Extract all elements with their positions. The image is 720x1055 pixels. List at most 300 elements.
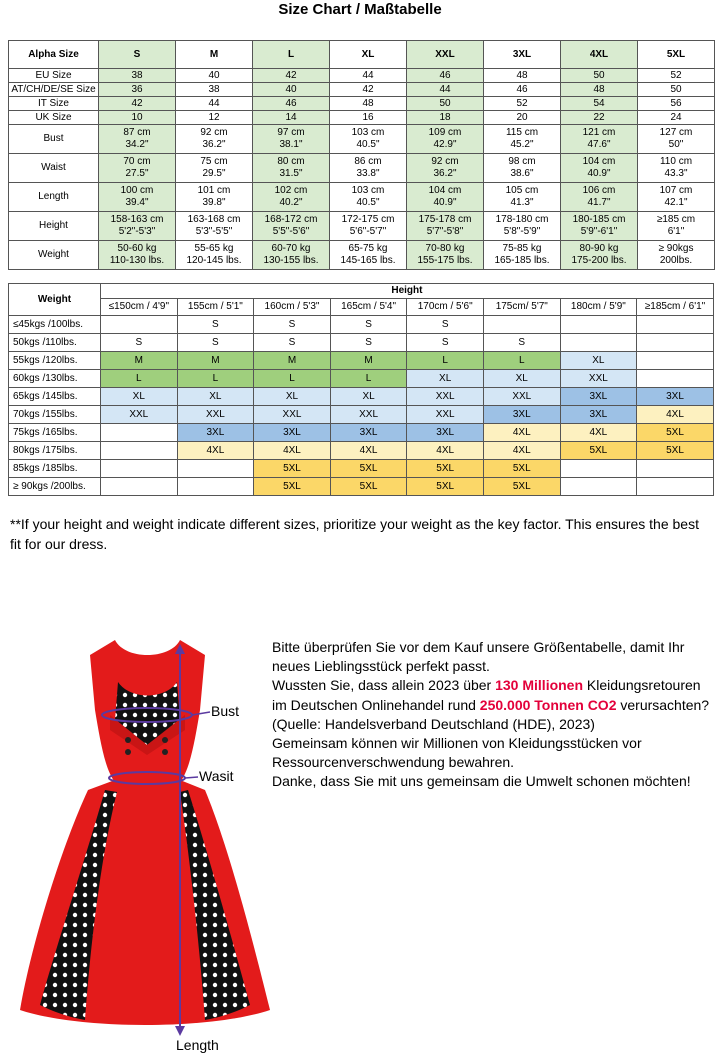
size-cell-value-imperial: 50" — [668, 139, 684, 150]
fit-cell — [637, 370, 714, 388]
weight-row-label: 75kgs /165lbs. — [9, 424, 101, 442]
size-cell — [99, 212, 176, 241]
size-cell — [407, 83, 484, 97]
fit-row — [9, 334, 714, 352]
size-row — [9, 111, 715, 125]
size-cell — [330, 183, 407, 212]
fit-cell: L — [254, 370, 331, 388]
size-cell-value-imperial: 5'3"-5'5" — [195, 226, 233, 237]
size-cell — [484, 241, 561, 270]
size-cell-value: 42 — [362, 83, 374, 95]
size-cell — [561, 183, 638, 212]
fit-cell: S — [177, 316, 254, 334]
size-cell-value: 107 cm — [659, 185, 693, 196]
size-cell — [253, 83, 330, 97]
info-text — [272, 638, 717, 792]
size-row-label: UK Size — [9, 111, 99, 125]
fit-cell — [637, 352, 714, 370]
size-cell-value-imperial: 27.5" — [125, 168, 149, 179]
size-cell-value-imperial: 39.8" — [202, 197, 226, 208]
fit-cell — [560, 478, 637, 496]
size-row — [9, 83, 715, 97]
size-cell-value: 46 — [516, 83, 528, 95]
size-cell-value: 75 cm — [200, 156, 228, 167]
size-cell-value: ≥185 cm — [656, 214, 696, 225]
size-cell — [330, 69, 407, 83]
size-cell-value: 104 cm — [428, 185, 462, 196]
size-cell — [638, 97, 715, 111]
size-cell — [561, 154, 638, 183]
size-cell — [638, 241, 715, 270]
size-cell-value-imperial: 45.2" — [510, 139, 534, 150]
weight-row-label: ≤45kgs /100lbs. — [9, 316, 101, 334]
size-cell-value: 60-70 kg — [271, 243, 311, 254]
size-cell-value-imperial: 47.6" — [587, 139, 611, 150]
info-line-2c: Kleidungsretouren im Deutschen Onlinehandel rund — [272, 677, 701, 713]
size-cell-value-imperial: 39.4" — [125, 197, 149, 208]
size-cell — [561, 97, 638, 111]
size-cell-value-imperial: 5'9"-6'1" — [580, 226, 618, 237]
fit-cell: 3XL — [177, 424, 254, 442]
fit-cell — [101, 478, 178, 496]
size-cell — [253, 154, 330, 183]
size-cell — [330, 111, 407, 125]
size-cell — [253, 125, 330, 154]
weight-row-label: 50kgs /110lbs. — [9, 334, 101, 352]
fit-cell — [637, 478, 714, 496]
size-cell — [638, 69, 715, 83]
size-cell-value: 38 — [208, 83, 220, 95]
size-cell-value: 24 — [670, 111, 682, 123]
size-header-row — [9, 41, 715, 69]
size-cell-value: 98 cm — [508, 156, 536, 167]
size-cell-value: 18 — [439, 111, 451, 123]
size-cell-value-imperial: 145-165 lbs. — [340, 255, 396, 266]
fit-cell: XXL — [560, 370, 637, 388]
fit-cell: 3XL — [407, 424, 484, 442]
size-cell — [330, 97, 407, 111]
height-column-header: 155cm / 5'1" — [177, 299, 254, 316]
info-line-1: Bitte überprüfen Sie vor dem Kauf unsere Größentabelle, damit Ihr neues Lieblingsstück perfekt passt. — [272, 639, 685, 675]
fit-cell: XXL — [254, 406, 331, 424]
size-cell-value-imperial: 5'2"-5'3" — [118, 226, 156, 237]
size-cell — [484, 183, 561, 212]
size-row — [9, 154, 715, 183]
fit-cell: 5XL — [483, 478, 560, 496]
fit-cell — [560, 460, 637, 478]
fit-cell: 5XL — [483, 460, 560, 478]
size-cell — [99, 69, 176, 83]
fit-cell: 4XL — [254, 442, 331, 460]
size-header-cell: 3XL — [484, 41, 561, 69]
size-row — [9, 241, 715, 270]
size-cell-value: 48 — [516, 69, 528, 81]
size-cell-value-imperial: 38.6" — [510, 168, 534, 179]
size-row — [9, 212, 715, 241]
size-cell-value-imperial: 155-175 lbs. — [417, 255, 473, 266]
co2-highlight: 250.000 Tonnen CO2 — [479, 696, 617, 713]
fit-cell — [637, 334, 714, 352]
fit-cell — [483, 316, 560, 334]
size-cell-value: 75-85 kg — [502, 243, 542, 254]
fit-chart-table — [8, 283, 714, 496]
fit-cell: 5XL — [560, 442, 637, 460]
size-cell — [253, 69, 330, 83]
fit-cell — [101, 442, 178, 460]
fit-cell: L — [177, 370, 254, 388]
size-header-cell: XXL — [407, 41, 484, 69]
size-cell — [407, 154, 484, 183]
size-row-label: Weight — [9, 241, 99, 270]
size-cell-value: 16 — [362, 111, 374, 123]
size-cell — [407, 125, 484, 154]
fit-row — [9, 442, 714, 460]
size-header-cell: L — [253, 41, 330, 69]
size-cell — [638, 154, 715, 183]
size-cell — [176, 125, 253, 154]
height-column-header: 175cm/ 5'7" — [483, 299, 560, 316]
size-cell-value: 80-90 kg — [579, 243, 619, 254]
fit-cell: S — [330, 334, 407, 352]
fit-cell: XL — [330, 388, 407, 406]
size-header-cell: 5XL — [638, 41, 715, 69]
fit-cell: 3XL — [330, 424, 407, 442]
size-cell-value: 115 cm — [505, 127, 539, 138]
fit-cell — [177, 478, 254, 496]
size-cell-value-imperial: 200lbs. — [659, 255, 693, 266]
size-cell-value: 97 cm — [277, 127, 305, 138]
fit-cell: L — [101, 370, 178, 388]
fit-cell: M — [254, 352, 331, 370]
size-cell — [330, 125, 407, 154]
size-cell — [638, 212, 715, 241]
weight-row-label: 65kgs /145lbs. — [9, 388, 101, 406]
waist-label: Wasit — [199, 768, 234, 784]
fit-cell: 3XL — [560, 388, 637, 406]
size-header-cell: M — [176, 41, 253, 69]
length-label: Length — [176, 1037, 219, 1053]
size-cell — [407, 183, 484, 212]
size-cell — [330, 212, 407, 241]
size-cell-value: 48 — [362, 97, 374, 109]
fit-cell: S — [407, 316, 484, 334]
size-cell — [253, 111, 330, 125]
weight-row-label: 55kgs /120lbs. — [9, 352, 101, 370]
fit-cell: XL — [177, 388, 254, 406]
size-cell-value-imperial: 42.1" — [664, 197, 688, 208]
size-cell — [407, 97, 484, 111]
size-cell-value: 110 cm — [659, 156, 693, 167]
fit-cell: S — [101, 334, 178, 352]
size-cell-value: 52 — [516, 97, 528, 109]
size-cell — [99, 241, 176, 270]
size-cell-value: 50 — [593, 69, 605, 81]
size-cell-value: 178-180 cm — [495, 214, 549, 225]
size-cell — [176, 241, 253, 270]
size-cell-value-imperial: 29.5" — [202, 168, 226, 179]
fit-cell: L — [330, 370, 407, 388]
weight-row-label: 80kgs /175lbs. — [9, 442, 101, 460]
size-cell-value: 50-60 kg — [117, 243, 157, 254]
size-cell — [484, 125, 561, 154]
size-cell-value-imperial: 36.2" — [202, 139, 226, 150]
fit-cell: XXL — [407, 388, 484, 406]
fit-cell: 4XL — [560, 424, 637, 442]
size-cell-value: 172-175 cm — [341, 214, 395, 225]
size-cell-value: 42 — [131, 97, 143, 109]
size-cell-value: 14 — [285, 111, 297, 123]
size-cell-value: 50 — [670, 83, 682, 95]
size-cell — [561, 125, 638, 154]
size-cell-value: 104 cm — [582, 156, 616, 167]
size-cell-value: 70 cm — [123, 156, 151, 167]
fit-cell: XXL — [407, 406, 484, 424]
size-cell-value: 70-80 kg — [425, 243, 465, 254]
size-row-label: Bust — [9, 125, 99, 154]
size-cell — [561, 83, 638, 97]
size-cell — [176, 111, 253, 125]
size-cell-value-imperial: 34.2" — [125, 139, 149, 150]
fit-cell: XXL — [101, 406, 178, 424]
size-cell-value: 103 cm — [351, 185, 385, 196]
size-cell-value: 168-172 cm — [264, 214, 318, 225]
size-cell — [330, 154, 407, 183]
info-line-4: Danke, dass Sie mit uns gemeinsam die Umwelt schonen möchten! — [272, 773, 691, 790]
size-cell-value: 105 cm — [505, 185, 539, 196]
size-cell — [484, 83, 561, 97]
size-row — [9, 69, 715, 83]
size-cell — [561, 212, 638, 241]
size-cell — [484, 97, 561, 111]
size-cell — [638, 111, 715, 125]
size-cell-value: 10 — [131, 111, 143, 123]
fit-cell: S — [483, 334, 560, 352]
size-cell-value-imperial: 41.7" — [587, 197, 611, 208]
fit-cell — [101, 424, 178, 442]
fit-cell: 5XL — [637, 442, 714, 460]
size-cell — [484, 212, 561, 241]
size-cell-value-imperial: 41.3" — [510, 197, 534, 208]
size-row — [9, 183, 715, 212]
size-cell-value: 40 — [285, 83, 297, 95]
size-cell — [99, 97, 176, 111]
size-cell-value: 103 cm — [351, 127, 385, 138]
size-cell — [253, 212, 330, 241]
size-cell-value: 38 — [131, 69, 143, 81]
size-row-label: EU Size — [9, 69, 99, 83]
size-cell-value-imperial: 5'5"-5'6" — [272, 226, 310, 237]
size-cell — [561, 69, 638, 83]
size-cell — [176, 83, 253, 97]
size-cell-value-imperial: 5'8"-5'9" — [503, 226, 541, 237]
size-cell-value-imperial: 31.5" — [279, 168, 303, 179]
size-cell-value: 36 — [131, 83, 143, 95]
size-row-label: Waist — [9, 154, 99, 183]
size-cell-value: 102 cm — [274, 185, 308, 196]
size-row-label: IT Size — [9, 97, 99, 111]
size-cell-value: 50 — [439, 97, 451, 109]
size-row-label: AT/CH/DE/SE Size — [9, 83, 99, 97]
fit-cell: XL — [101, 388, 178, 406]
size-cell-value-imperial: 40.5" — [356, 139, 380, 150]
size-cell-value: 42 — [285, 69, 297, 81]
size-cell — [484, 69, 561, 83]
size-cell-value: 12 — [208, 111, 220, 123]
fit-cell: 3XL — [560, 406, 637, 424]
size-cell — [99, 154, 176, 183]
fit-cell: 5XL — [407, 460, 484, 478]
size-cell — [638, 125, 715, 154]
size-cell — [561, 111, 638, 125]
fit-cell: M — [101, 352, 178, 370]
fit-row — [9, 352, 714, 370]
fit-cell: XXL — [177, 406, 254, 424]
weight-row-label: 60kgs /130lbs. — [9, 370, 101, 388]
size-row — [9, 97, 715, 111]
size-cell-value: 80 cm — [277, 156, 305, 167]
fit-cell: XL — [560, 352, 637, 370]
fit-cell: 4XL — [330, 442, 407, 460]
size-row-label: Length — [9, 183, 99, 212]
fit-cell: S — [254, 334, 331, 352]
size-cell-value: 121 cm — [582, 127, 616, 138]
size-cell — [176, 69, 253, 83]
size-header-cell: S — [99, 41, 176, 69]
size-cell-value-imperial: 33.8" — [356, 168, 380, 179]
size-cell-value: 86 cm — [354, 156, 382, 167]
dress-illustration — [20, 620, 270, 1050]
size-cell-value: 56 — [670, 97, 682, 109]
size-cell-value: 92 cm — [431, 156, 459, 167]
fit-cell: 5XL — [254, 460, 331, 478]
fit-cell — [637, 460, 714, 478]
fit-cell: M — [177, 352, 254, 370]
height-column-header: 165cm / 5'4" — [330, 299, 407, 316]
size-row-label: Height — [9, 212, 99, 241]
size-row — [9, 125, 715, 154]
size-cell — [407, 111, 484, 125]
height-column-header: 170cm / 5'6" — [407, 299, 484, 316]
size-cell-value-imperial: 165-185 lbs. — [494, 255, 550, 266]
size-cell-value-imperial: 42.9" — [433, 139, 457, 150]
size-header-cell: 4XL — [561, 41, 638, 69]
fit-cell — [177, 460, 254, 478]
fit-row — [9, 316, 714, 334]
fit-cell: 5XL — [407, 478, 484, 496]
size-cell-value-imperial: 175-200 lbs. — [571, 255, 627, 266]
fit-row — [9, 460, 714, 478]
size-cell-value: 44 — [439, 83, 451, 95]
size-cell-value: 158-163 cm — [110, 214, 164, 225]
size-cell-value: 127 cm — [659, 127, 693, 138]
size-cell-value-imperial: 5'6"-5'7" — [349, 226, 387, 237]
size-cell — [253, 97, 330, 111]
size-cell-value-imperial: 38.1" — [279, 139, 303, 150]
size-cell-value: 163-168 cm — [187, 214, 241, 225]
size-cell-value: 22 — [593, 111, 605, 123]
fit-cell: 5XL — [637, 424, 714, 442]
size-cell-value: 100 cm — [120, 185, 154, 196]
fit-cell: 4XL — [483, 424, 560, 442]
info-line-2e: verursachten? (Quelle: Handelsverband Deutschland (HDE), 2023) — [272, 696, 710, 732]
size-cell-value: 92 cm — [200, 127, 228, 138]
fit-cell: 4XL — [483, 442, 560, 460]
fit-cell — [560, 316, 637, 334]
fit-cell: 5XL — [254, 478, 331, 496]
fit-cell: S — [177, 334, 254, 352]
size-cell-value: 87 cm — [123, 127, 151, 138]
info-line-3: Gemeinsam können wir Millionen von Kleidungsstücken vor Ressourcenverschwendung bewahren. — [272, 735, 642, 771]
fit-cell: XXL — [483, 388, 560, 406]
size-cell-value-imperial: 6'1" — [667, 226, 685, 237]
weight-header: Weight — [9, 284, 101, 316]
fit-cell: L — [407, 352, 484, 370]
size-cell — [638, 83, 715, 97]
info-line-2a: Wussten Sie, dass allein 2023 über — [272, 677, 496, 694]
height-column-header: ≥185cm / 6'1" — [637, 299, 714, 316]
fit-cell: 5XL — [330, 460, 407, 478]
size-cell — [330, 83, 407, 97]
size-cell-value: 109 cm — [428, 127, 462, 138]
fit-row — [9, 478, 714, 496]
fit-row — [9, 370, 714, 388]
height-header: Height — [101, 284, 714, 299]
returns-highlight: 130 Millionen — [495, 677, 584, 694]
size-cell-value: 175-178 cm — [418, 214, 472, 225]
fit-cell: S — [407, 334, 484, 352]
size-cell-value: 180-185 cm — [572, 214, 626, 225]
size-cell — [638, 183, 715, 212]
fit-cell: S — [330, 316, 407, 334]
fit-cell: 3XL — [483, 406, 560, 424]
size-cell — [176, 212, 253, 241]
fit-cell: 4XL — [177, 442, 254, 460]
size-cell-value-imperial: 5'7"-5'8" — [426, 226, 464, 237]
size-cell-value: 54 — [593, 97, 605, 109]
size-cell — [99, 125, 176, 154]
size-chart-table — [8, 40, 715, 270]
bust-label: Bust — [211, 703, 240, 719]
fit-row — [9, 424, 714, 442]
size-cell — [407, 241, 484, 270]
fit-cell: XL — [483, 370, 560, 388]
size-cell — [99, 83, 176, 97]
size-cell — [253, 183, 330, 212]
height-column-header: ≤150cm / 4'9" — [101, 299, 178, 316]
size-cell-value: ≥ 90kgs — [658, 243, 694, 254]
size-cell — [99, 183, 176, 212]
size-cell-value: 106 cm — [582, 185, 616, 196]
size-cell-value-imperial: 130-155 lbs. — [263, 255, 319, 266]
alpha-size-header: Alpha Size — [9, 41, 99, 69]
size-cell — [407, 212, 484, 241]
weight-row-label: 70kgs /155lbs. — [9, 406, 101, 424]
size-cell — [484, 111, 561, 125]
fit-cell: S — [254, 316, 331, 334]
size-cell-value-imperial: 40.9" — [433, 197, 457, 208]
fit-cell: XXL — [330, 406, 407, 424]
size-cell-value-imperial: 43.3" — [664, 168, 688, 179]
size-cell-value-imperial: 120-145 lbs. — [186, 255, 242, 266]
weight-row-label: 85kgs /185lbs. — [9, 460, 101, 478]
size-cell-value-imperial: 40.2" — [279, 197, 303, 208]
fit-cell — [560, 334, 637, 352]
fit-cell: 3XL — [254, 424, 331, 442]
size-cell — [253, 241, 330, 270]
size-cell — [176, 183, 253, 212]
height-column-header: 160cm / 5'3" — [254, 299, 331, 316]
size-cell-value: 101 cm — [197, 185, 231, 196]
